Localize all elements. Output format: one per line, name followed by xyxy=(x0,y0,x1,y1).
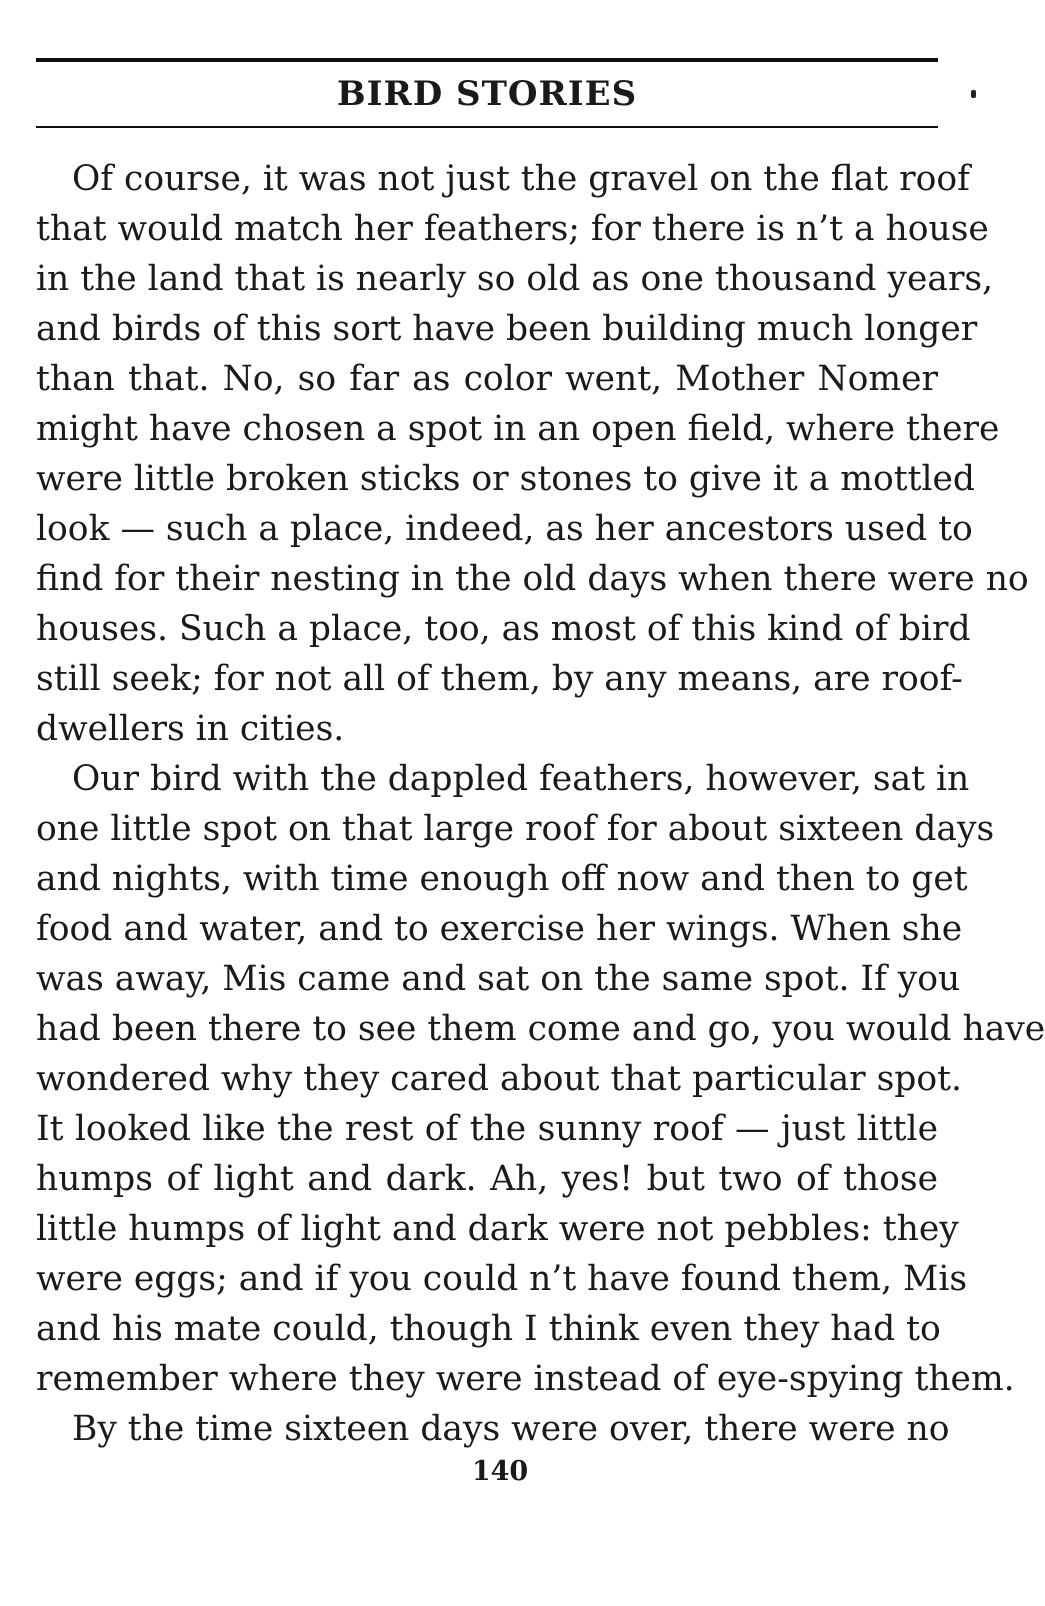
text-line: one little spot on that large roof for about sixteen days xyxy=(36,809,995,849)
text-line: By the time sixteen days were over, there were no xyxy=(72,1409,950,1449)
text-line: and nights, with time enough off now and then to get xyxy=(36,859,968,899)
text-line: Our bird with the dappled feathers, however, sat in xyxy=(72,759,970,799)
paragraph-1 xyxy=(36,154,1029,754)
text-line: still seek; for not all of them, by any means, are roof- xyxy=(36,659,963,699)
print-speck xyxy=(971,90,976,98)
paragraph-3 xyxy=(36,1404,950,1454)
text-line: than that. No, so far as color went, Mother Nomer xyxy=(36,359,938,399)
body-text xyxy=(36,154,1045,1454)
running-head: BIRD STORIES xyxy=(336,74,638,114)
text-line: were little broken sticks or stones to give it a mottled xyxy=(36,459,976,499)
text-line: dwellers in cities. xyxy=(36,709,345,749)
text-line: was away, Mis came and sat on the same spot. If you xyxy=(36,959,961,999)
text-line: look — such a place, indeed, as her ancestors used to xyxy=(36,509,973,549)
text-line: food and water, and to exercise her wings. When she xyxy=(36,909,963,949)
text-line: find for their nesting in the old days when there were no xyxy=(36,559,1029,599)
text-line: little humps of light and dark were not pebbles: they xyxy=(36,1209,959,1249)
text-line: wondered why they cared about that particular spot. xyxy=(36,1059,962,1099)
text-line: that would match her feathers; for there is n’t a house xyxy=(36,209,989,249)
text-line: and birds of this sort have been building much longer xyxy=(36,309,978,349)
text-line: Of course, it was not just the gravel on the flat roof xyxy=(72,159,970,199)
text-line: had been there to see them come and go, you would have xyxy=(36,1009,1045,1049)
text-line: humps of light and dark. Ah, yes! but two of those xyxy=(36,1159,938,1199)
text-line: houses. Such a place, too, as most of this kind of bird xyxy=(36,609,971,649)
text-line: and his mate could, though I think even they had to xyxy=(36,1309,941,1349)
text-line: It looked like the rest of the sunny roof — just little xyxy=(36,1109,938,1149)
paragraph-2 xyxy=(36,754,1045,1404)
book-page xyxy=(36,58,1045,1454)
text-line: in the land that is nearly so old as one thousand years, xyxy=(36,259,994,299)
page-number: 140 xyxy=(471,1456,529,1487)
text-line: were eggs; and if you could n’t have found them, Mis xyxy=(36,1259,968,1299)
header-rule-bottom xyxy=(36,126,938,128)
text-line: remember where they were instead of eye-spying them. xyxy=(36,1359,1015,1399)
text-line: might have chosen a spot in an open field, where there xyxy=(36,409,1000,449)
